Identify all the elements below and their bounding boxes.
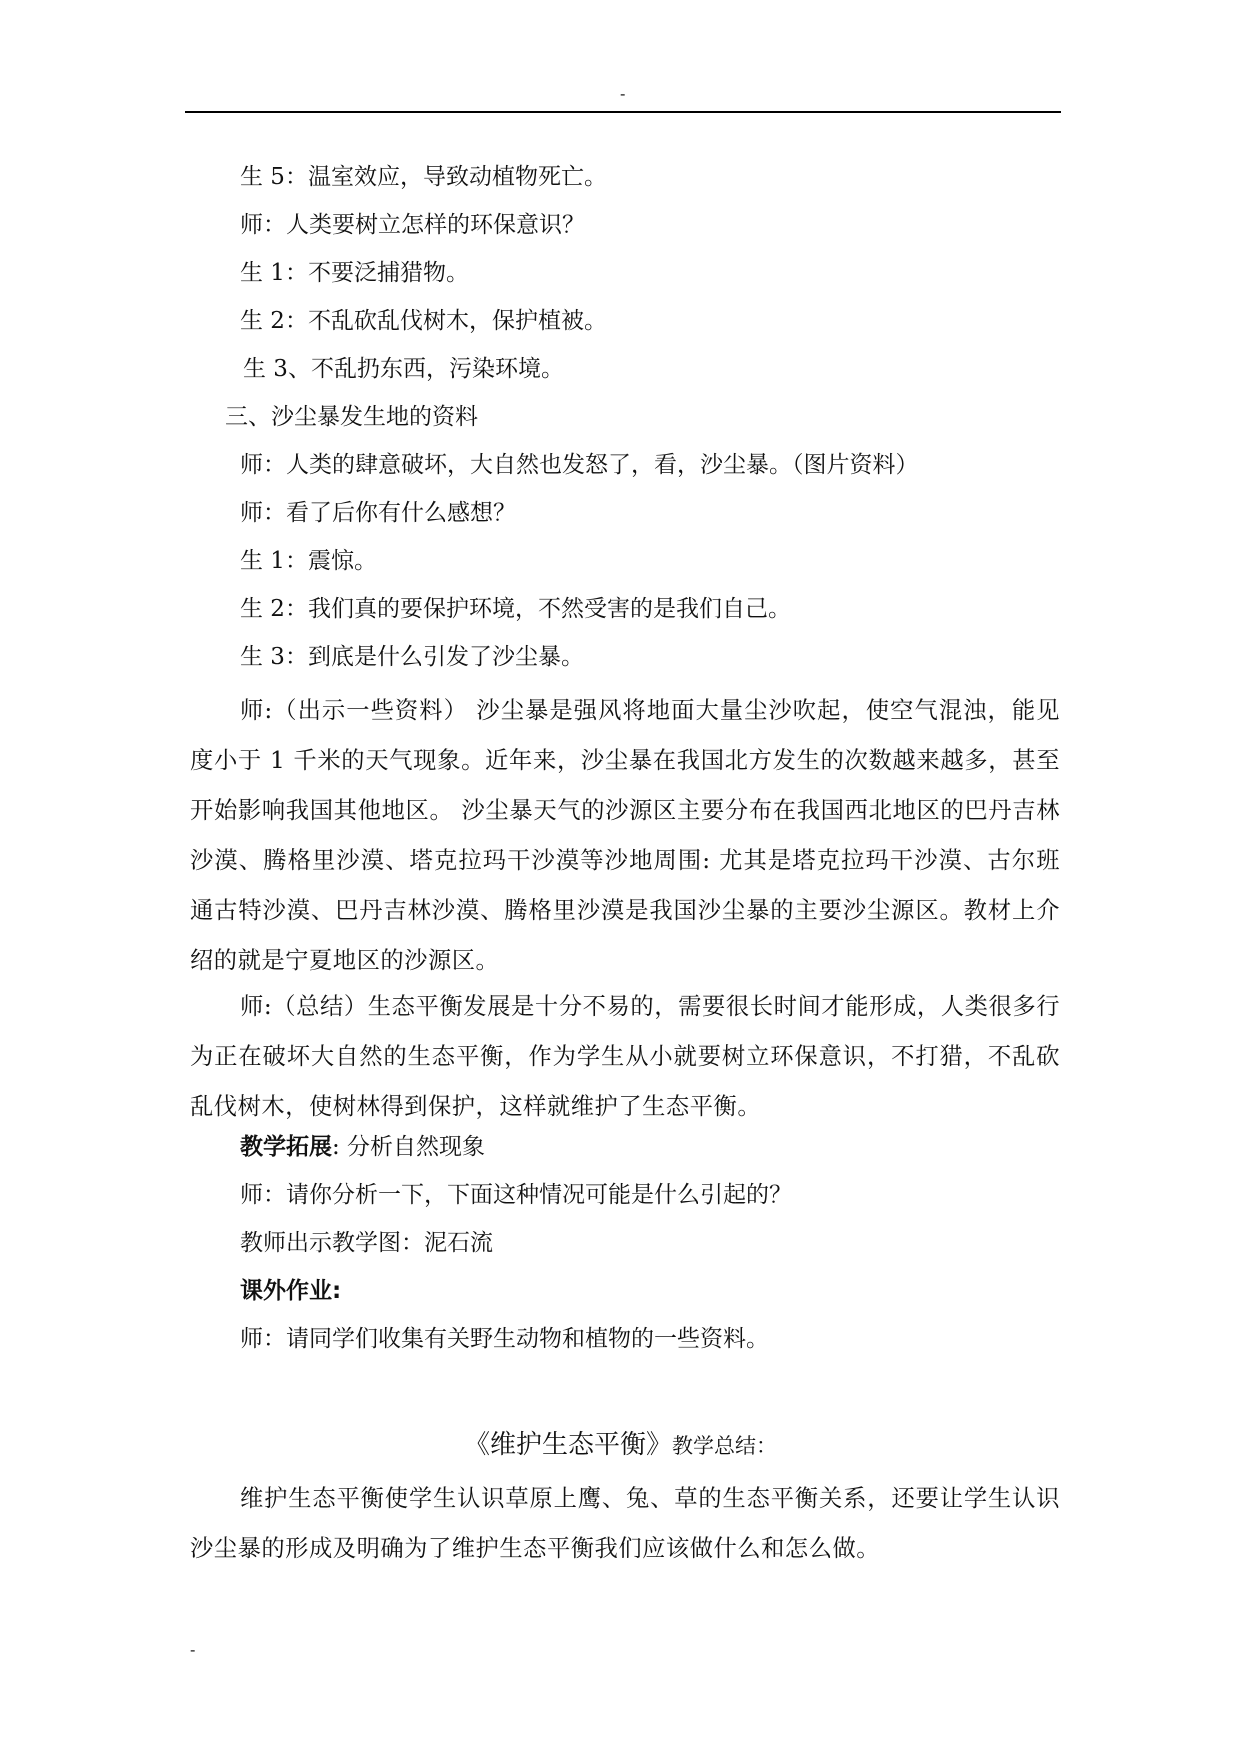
section-three-line-2: 师：看了后你有什么感想？	[240, 500, 516, 526]
dialogue-line-5: 生 3、不乱扔东西，污染环境。	[243, 356, 564, 382]
teaching-summary-paragraph: 维护生态平衡使学生认识草原上鹰、兔、草的生态平衡关系，还要让学生认识沙尘暴的形成及明确为了维护生态平衡我们应该做什么和怎么做。	[190, 1485, 1060, 1562]
teaching-summary-title-main: 《维护生态平衡》	[463, 1430, 672, 1460]
homework-line: 师：请同学们收集有关野生动物和植物的一些资料。	[240, 1326, 769, 1352]
section-three-line-3: 生 1：震惊。	[240, 548, 377, 574]
extension-line-2: 教师出示教学图：泥石流	[240, 1230, 493, 1256]
dialogue-line-1: 生 5：温室效应，导致动植物死亡。	[240, 164, 607, 190]
page-footer-mark: -	[190, 1640, 196, 1659]
teaching-summary-title	[0, 1428, 1241, 1463]
material-paragraph: 师:（出示一些资料） 沙尘暴是强风将地面大量尘沙吹起，使空气混浊，能见度小于 1 千米的天气现象。近年来，沙尘暴在我国北方发生的次数越来越多，甚至开始影响我国其他地区。 沙尘暴天气的沙源区主要分布在我国西北地区的巴丹吉林沙漠、腾格里沙漠、塔克拉玛干沙漠等沙地周围: 尤其是塔克拉玛干沙漠、古尔班通古特沙漠、巴丹吉林沙漠、腾格里沙漠是我国沙尘暴的主要沙尘源区。教材上介绍的就是宁夏地区的沙源区。	[190, 697, 1060, 974]
section-three-heading: 三、沙尘暴发生地的资料	[225, 404, 478, 430]
homework-label: 课外作业:	[240, 1278, 342, 1304]
page-header-mark: -	[620, 84, 626, 103]
extension-line	[240, 1132, 485, 1162]
section-three-line-5: 生 3：到底是什么引发了沙尘暴。	[240, 644, 584, 670]
extension-label: 教学拓展	[240, 1134, 332, 1160]
header-rule	[185, 111, 1061, 113]
dialogue-line-3: 生 1：不要泛捕猎物。	[240, 260, 469, 286]
extension-line-1: 师：请你分析一下，下面这种情况可能是什么引起的？	[240, 1182, 792, 1208]
dialogue-line-4: 生 2：不乱砍乱伐树木，保护植被。	[240, 308, 607, 334]
section-three-line-4: 生 2：我们真的要保护环境，不然受害的是我们自己。	[240, 596, 791, 622]
teacher-summary-paragraph: 师:（总结）生态平衡发展是十分不易的，需要很长时间才能形成，人类很多行为正在破坏大自然的生态平衡，作为学生从小就要树立环保意识，不打猎，不乱砍乱伐树木，使树林得到保护，这样就维护了生态平衡。	[190, 993, 1060, 1120]
dialogue-line-2: 师：人类要树立怎样的环保意识？	[240, 212, 585, 238]
extension-text: : 分析自然现象	[332, 1134, 486, 1160]
section-three-line-1: 师：人类的肆意破坏，大自然也发怒了，看，沙尘暴。（图片资料）	[240, 452, 919, 478]
teaching-summary-title-suffix: 教学总结：	[672, 1434, 777, 1458]
